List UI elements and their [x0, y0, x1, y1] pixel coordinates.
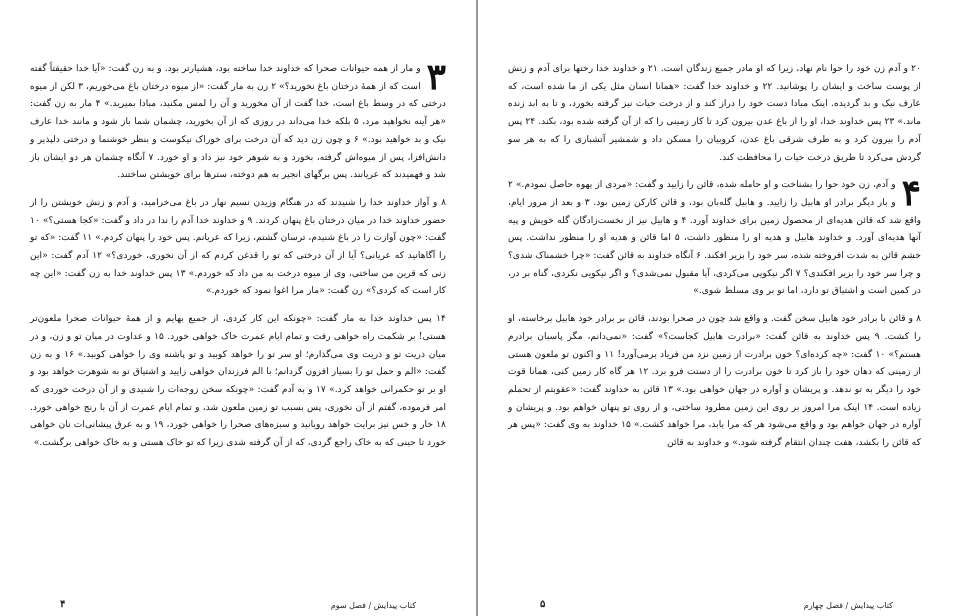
left-page — [0, 0, 476, 616]
chapter-3-paragraph-1 — [30, 56, 447, 184]
chapter-3-paragraph-2: ۸ و آواز خداوند خدا را شنیدند که در هنگام وزیدن نسیم نهار در باغ می‌خرامید، و آدم و زنش خویشتن را از حضور خداوند خدا در میان درختان باغ پنهان کردند. ۹ و خداوند خدا آدم را ندا در داد و گفت: «کجا هستی؟» ۱۰ گفت: «چون آوازت را در باغ شنیدم، ترسان گشتم، زیرا که عریانم. پس خود را پنهان کردم.» ۱۱ گفت: «که تو را آگاهانید که عریانی؟ آیا از آن درختی که تو را قدغن کردم که از آن نخوری، خوردی؟» ۱۲ آدم گفت: «این زنی که قرین من ساختی، وی از میوه درخت به من داد که خوردم.» ۱۳ پس خداوند خدا به زن گفت: «این چه کار است که کردی؟» زن گفت: «مار مرا اغوا نمود که خوردم.» — [30, 196, 446, 297]
running-title: کتاب پیدایش / فصل سوم — [330, 601, 416, 610]
right-page-text — [508, 60, 921, 462]
running-title: کتاب پیدایش / فصل چهارم — [803, 601, 893, 610]
right-page — [478, 0, 953, 616]
chapter-4-paragraph-2: ۸ و قائن با برادر خود هابیل سخن گفت. و واقع شد چون در صحرا بودند، قائن بر برادر خود هابیل برخاسته، او را کشت. ۹ پس خداوند به قائن گفت: «برادرت هابیل کجاست؟» گفت: «نمی‌دانم، مگر پاسبان برادرم هستم؟» ۱۰ گفت: «چه کرده‌ای؟ خون برادرت از زمین نزد من فریاد برمی‌آورد! ۱۱ و اکنون تو ملعون هستی از زمینی که دهان خود را باز کرد تا خون برادرت را از دستت فرو برد. ۱۲ هر گاه کار زمین کنی، همانا قوت خود را دیگر به تو ندهد. و پریشان و آواره در جهان خواهی بود.» ۱۳ قائن به خداوند گفت: «عقوبتم از تحملم زیاده است. ۱۴ اینک مرا امروز بر روی این زمین مطرود ساختی، و از روی تو پنهان خواهم بود. و پریشان و آواره در جهان خواهم بود و واقع می‌شود هر که مرا یابد، مرا خواهد کشت.» ۱۵ خداوند به وی گفت: «پس هر که قائن را بکشد، هفت چندان انتقام گرفته شود.» و خداوند به قائن — [508, 313, 921, 449]
chapter-4-paragraph-1 — [508, 172, 922, 300]
chapter-number: ۴ — [901, 172, 921, 215]
page-number: ۵ — [540, 599, 546, 610]
left-page-text — [30, 56, 447, 462]
page-footer — [478, 601, 953, 615]
chapter-3-paragraph-4: ۲۰ و آدم زن خود را حوا نام نهاد، زیرا که او مادر جمیع زندگان است. ۲۱ و خداوند خدا رختها برای آدم و زنش از پوست ساخت و ایشان را پوشانید. ۲۲ و خداوند خدا گفت: «همانا انسان مثل یکی از ما شده است، که عارف نیک و بد گردیده. اینک مبادا دست خود را دراز کند و از درخت حیات نیز گرفته بخورد، و تا به ابد زنده ماند.» ۲۳ پس خداوند خدا، او را از باغ عدن بیرون کرد تا کار زمینی را که از آن گرفته شده بود، بکند. ۲۴ پس آدم را بیرون کرد و به طرف شرقی باغ عدن، کروبیان را مسکن داد و شمشیر آتشباری را که به هر سو گردش می‌کرد تا طریق درخت حیات را محافظت کند. — [508, 63, 922, 163]
paragraph-text: و آدم، زن خود حوا را بشناخت و او حامله شده، قائن را زایید و گفت: «مردی از یهوه حاصل نمودم.» ۲ و بار دیگر برادر او هابیل را زایید. و هابیل گله‌بان بود، و قائن کارکن زمین بود. ۳ و بعد از مرور ایام، واقع شد که قائن هدیه‌ای از محصول زمین برای خداوند آورد. ۴ و هابیل نیز از نخست‌زادگان گله خویش و پیه آنها هدیه‌ای آورد. و خداوند هابیل و هدیه او را منظور داشت، ۵ اما قائن و هدیه او را منظور نداشت. پس خشم قائن به شدت افروخته شده، سر خود را بزیر افکند. ۶ آنگاه خداوند به قائن گفت: «چرا خشمناک شدی؟ و چرا سر خود را بزیر افکندی؟ ۷ اگر نیکویی می‌کردی، آیا مقبول نمی‌شدی؟ و اگر نیکویی نکردی، گناه بر در، در کمین است و اشتیاق تو دارد، اما تو بر وی مسلط شوی.» — [508, 179, 922, 297]
chapter-3-paragraph-3: ۱۴ پس خداوند خدا به مار گفت: «چونکه این کار کردی، از جمیع بهایم و از همهٔ حیوانات صحرا ملعون‌تر هستی! بر شکمت راه خواهی رفت و تمام ایام عمرت خاک خواهی خورد. ۱۵ و عداوت در میان تو و زن، و در میان ذریت تو و ذریت وی می‌گذارم؛ او سر تو را خواهد کوبید و تو پاشنه وی را خواهی کوبید.» ۱۶ و به زن گفت: «الم و حمل تو را بسیار افزون گردانم؛ با الم فرزندان خواهی زایید و اشتیاق تو به شوهرت خواهد بود و او بر تو حکمرانی خواهد کرد.» ۱۷ و به آدم گفت: «چونکه سخن زوجه‌ات را شنیدی و از آن درخت خوردی که امر فرموده، گفتم از آن نخوری، پس بسبب تو زمین ملعون شد، و تمام ایام عمرت از آن با رنج خواهی خورد. ۱۸ خار و خس نیز برایت خواهد رویانید و سبزه‌های صحرا را خواهی خورد، ۱۹ و به عرق پیشانی‌ات نان خواهی خورد تا حینی که به خاک راجع گردی، که از آن گرفته شدی زیرا که تو خاک هستی و به خاک خواهی برگشت.» — [30, 313, 446, 449]
page-number: ۴ — [60, 599, 66, 610]
page-footer — [0, 601, 476, 615]
chapter-number: ۳ — [426, 56, 446, 98]
paragraph-text: و مار از همه حیوانات صحرا که خداوند خدا ساخته بود، هشیارتر بود. و به زن گفت: «آیا خدا حقیقتاً گفته است که از همهٔ درختان باغ نخورید؟» ۲ زن به مار گفت: «از میوه درختان باغ می‌خوریم، ۳ لکن از میوه درختی که در وسط باغ است، خدا گفت از آن مخورید و آن را لمس مکنید، مبادا بمیرید.» ۴ مار به زن گفت: «هر آینه نخواهید مرد، ۵ بلکه خدا می‌داند در روزی که از آن بخورید، چشمان شما باز شود و مانند خدا عارف نیک و بد خواهید بود.» ۶ و چون زن دید که آن درخت برای خوراک نیکوست و بنظر خوشنما و درختی دلپذیر و دانش‌افزا، پس از میوه‌اش گرفته، بخورد و به شوهر خود نیز داد و او خورد. ۷ آنگاه چشمان هر دو ایشان باز شد و فهمیدند که عریانند. پس برگهای انجیر به هم دوخته، سترها برای خویشتن ساختند. — [30, 63, 447, 181]
